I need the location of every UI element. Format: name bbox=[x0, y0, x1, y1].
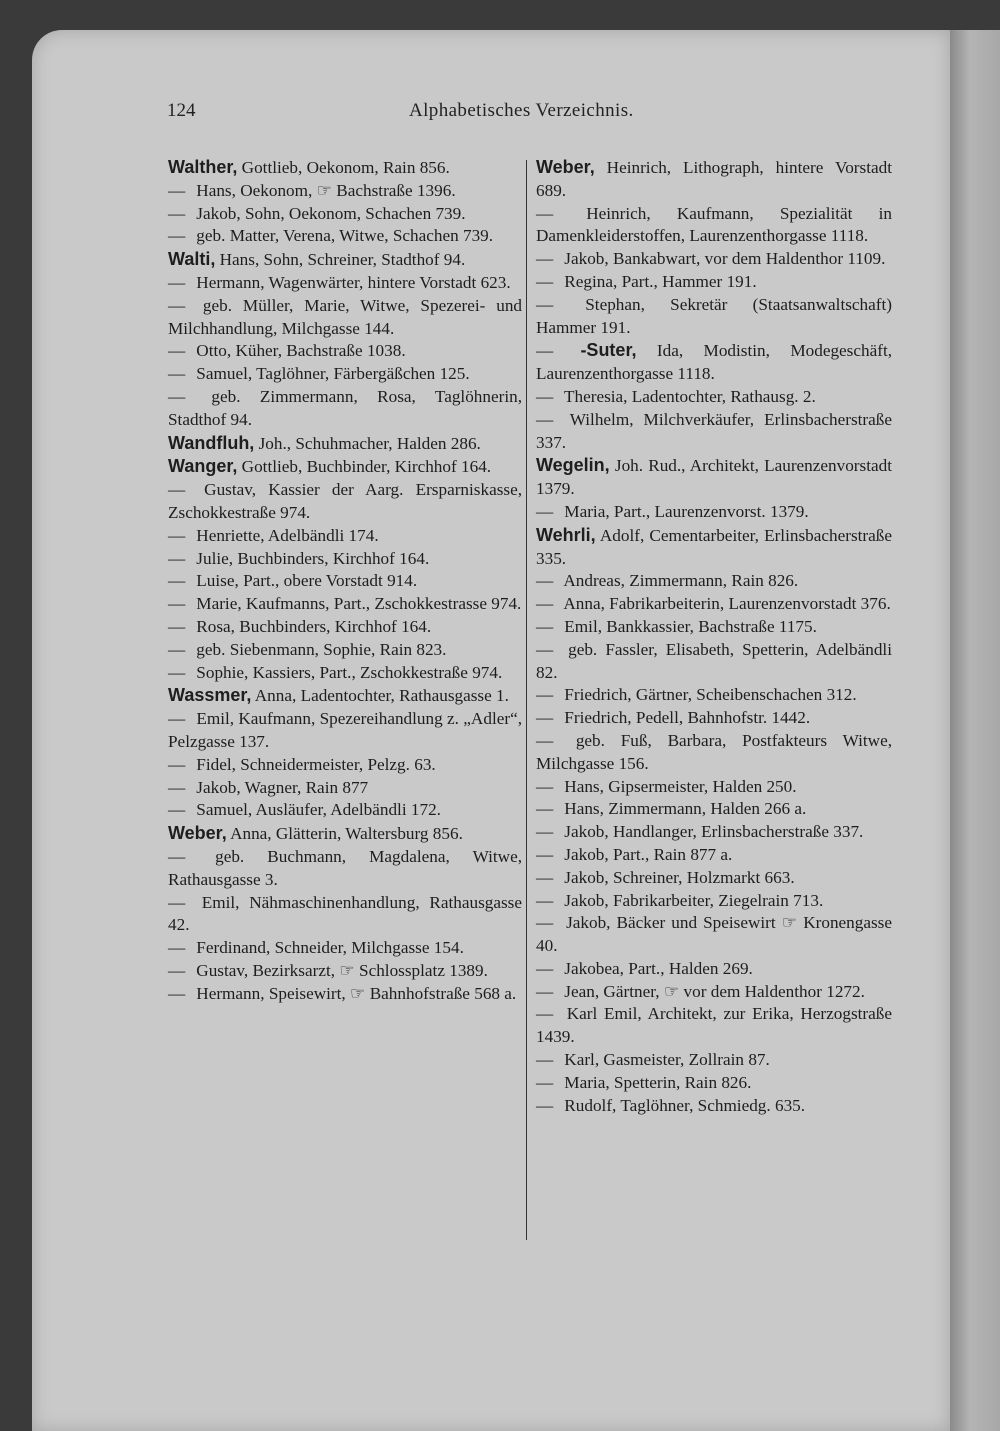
entry-text: geb. Buchmann, Magdalena, Witwe, Rathausgasse 3. bbox=[168, 846, 522, 889]
directory-entry bbox=[536, 1003, 892, 1049]
repeat-dash: — bbox=[168, 548, 186, 568]
entry-text: geb. Müller, Marie, Witwe, Spezerei- und Milchhandlung, Milchgasse 144. bbox=[168, 295, 523, 338]
entry-text: Sophie, Kassiers, Part., Zschokkestraße 974. bbox=[196, 662, 503, 682]
directory-entry bbox=[536, 639, 892, 685]
entry-text: Jakobea, Part., Halden 269. bbox=[564, 958, 753, 978]
entry-text: Gottlieb, Buchbinder, Kirchhof 164. bbox=[241, 457, 492, 477]
repeat-dash: — bbox=[168, 386, 186, 406]
repeat-dash: — bbox=[168, 800, 186, 820]
entry-text: Hans, Gipsermeister, Halden 250. bbox=[564, 776, 797, 796]
entry-text: Heinrich, Lithograph, hintere Vorstadt 689. bbox=[536, 158, 892, 200]
repeat-dash: — bbox=[536, 1072, 554, 1092]
entry-text: Hans, Zimmermann, Halden 266 a. bbox=[564, 799, 807, 819]
directory-entry bbox=[168, 340, 522, 363]
repeat-dash: — bbox=[536, 844, 554, 864]
entry-surname: Weber, bbox=[168, 823, 227, 844]
entry-text: Jakob, Handlanger, Erlinsbacherstraße 337. bbox=[564, 822, 864, 842]
entry-text: Jakob, Fabrikarbeiter, Ziegelrain 713. bbox=[564, 890, 824, 910]
repeat-dash: — bbox=[536, 776, 554, 796]
entry-text: Jakob, Bäcker und Speisewirt ☞ Kronengasse 40. bbox=[536, 913, 893, 956]
entry-text: Samuel, Ausläufer, Adelbändli 172. bbox=[196, 800, 441, 820]
directory-entry bbox=[168, 386, 522, 432]
entry-text: Anna, Ladentochter, Rathausgasse 1. bbox=[254, 686, 509, 706]
directory-entry bbox=[536, 501, 892, 524]
directory-entry bbox=[536, 570, 892, 593]
entry-text: Jakob, Part., Rain 877 a. bbox=[564, 844, 733, 864]
directory-entry bbox=[536, 524, 892, 571]
directory-entry bbox=[536, 1095, 892, 1118]
directory-entry bbox=[536, 386, 892, 409]
repeat-dash: — bbox=[536, 822, 554, 842]
repeat-dash: — bbox=[168, 341, 186, 361]
directory-entry bbox=[536, 730, 892, 776]
entry-text: Heinrich, Kaufmann, Spezialität in Damenkleiderstoffen, Laurenzenthorgasse 1118. bbox=[536, 203, 892, 246]
entry-text: Jakob, Sohn, Oekonom, Schachen 739. bbox=[196, 203, 466, 223]
repeat-dash: — bbox=[536, 409, 554, 429]
repeat-dash: — bbox=[168, 938, 186, 958]
directory-entry bbox=[168, 479, 522, 525]
repeat-dash: — bbox=[536, 386, 554, 406]
repeat-dash: — bbox=[536, 594, 554, 614]
directory-entry bbox=[168, 570, 522, 593]
entry-text: Friedrich, Pedell, Bahnhofstr. 1442. bbox=[564, 708, 811, 728]
directory-entry bbox=[168, 225, 522, 248]
directory-entry bbox=[168, 639, 522, 662]
entry-text: Emil, Bankkassier, Bachstraße 1175. bbox=[564, 616, 817, 636]
directory-entry bbox=[168, 892, 522, 938]
entry-text: Jakob, Wagner, Rain 877 bbox=[196, 777, 369, 797]
directory-entry bbox=[168, 156, 522, 180]
entry-text: geb. Siebenmann, Sophie, Rain 823. bbox=[196, 639, 447, 659]
repeat-dash: — bbox=[536, 958, 554, 978]
directory-entry bbox=[536, 821, 892, 844]
repeat-dash: — bbox=[536, 616, 554, 636]
repeat-dash: — bbox=[168, 709, 186, 729]
directory-entry bbox=[536, 454, 892, 501]
directory-entry bbox=[536, 156, 892, 203]
repeat-dash: — bbox=[168, 616, 186, 636]
entry-text: Anna, Fabrikarbeiterin, Laurenzenvorstadt 376. bbox=[563, 594, 891, 614]
directory-entry bbox=[536, 844, 892, 867]
repeat-dash: — bbox=[168, 594, 186, 614]
entry-text: Anna, Glätterin, Waltersburg 856. bbox=[230, 824, 463, 844]
directory-entry bbox=[168, 983, 522, 1006]
entry-text: Gottlieb, Oekonom, Rain 856. bbox=[241, 158, 450, 177]
entry-text: Andreas, Zimmermann, Rain 826. bbox=[563, 571, 799, 591]
repeat-dash: — bbox=[536, 730, 554, 750]
directory-entry bbox=[536, 616, 892, 639]
directory-entry bbox=[168, 754, 522, 777]
repeat-dash: — bbox=[168, 777, 186, 797]
running-title: Alphabetisches Verzeichnis. bbox=[409, 100, 634, 121]
entry-text: Samuel, Taglöhner, Färbergäßchen 125. bbox=[196, 364, 470, 384]
repeat-dash: — bbox=[536, 1095, 554, 1115]
entry-text: geb. Matter, Verena, Witwe, Schachen 739. bbox=[196, 226, 494, 246]
repeat-dash: — bbox=[168, 571, 186, 591]
column-divider bbox=[526, 160, 527, 1240]
directory-entry bbox=[536, 271, 892, 294]
directory-entry bbox=[168, 616, 522, 639]
entry-text: Julie, Buchbinders, Kirchhof 164. bbox=[196, 548, 430, 568]
entry-text: Hans, Oekonom, ☞ Bachstraße 1396. bbox=[196, 180, 456, 200]
repeat-dash: — bbox=[536, 799, 554, 819]
directory-entry bbox=[536, 867, 892, 890]
entry-surname: Wehrli, bbox=[536, 524, 596, 545]
entry-text: Henriette, Adelbändli 174. bbox=[196, 525, 379, 545]
repeat-dash: — bbox=[168, 203, 186, 223]
directory-entry bbox=[536, 890, 892, 913]
entry-text: Fidel, Schneidermeister, Pelzg. 63. bbox=[196, 754, 436, 774]
directory-entry bbox=[168, 295, 522, 341]
entry-text: Regina, Part., Hammer 191. bbox=[564, 271, 757, 291]
entry-text: Marie, Kaufmanns, Part., Zschokkestrasse 974. bbox=[196, 594, 522, 614]
repeat-dash: — bbox=[536, 203, 554, 223]
entry-surname: Wandfluh, bbox=[168, 432, 255, 453]
entry-surname: Wanger, bbox=[168, 456, 238, 477]
repeat-dash: — bbox=[536, 639, 554, 659]
entry-text: Karl, Gasmeister, Zollrain 87. bbox=[564, 1050, 770, 1070]
entry-surname: -Suter, bbox=[580, 340, 637, 361]
directory-entry bbox=[168, 525, 522, 548]
entry-text: Ferdinand, Schneider, Milchgasse 154. bbox=[196, 938, 464, 958]
entry-text: Jakob, Bankabwart, vor dem Haldenthor 1109. bbox=[564, 249, 886, 269]
right-column bbox=[536, 156, 892, 1117]
directory-entry bbox=[168, 203, 522, 226]
repeat-dash: — bbox=[536, 685, 554, 705]
repeat-dash: — bbox=[536, 867, 554, 887]
entry-text: Adolf, Cementarbeiter, Erlinsbacherstraße 335. bbox=[536, 525, 892, 568]
repeat-dash: — bbox=[536, 1050, 554, 1070]
directory-entry bbox=[536, 707, 892, 730]
entry-surname: Wassmer, bbox=[168, 685, 252, 706]
entry-text: Rosa, Buchbinders, Kirchhof 164. bbox=[196, 616, 432, 636]
directory-entry bbox=[536, 409, 892, 455]
repeat-dash: — bbox=[536, 341, 554, 361]
entry-text: Emil, Kaufmann, Spezereihandlung z. „Adler“, Pelzgasse 137. bbox=[168, 709, 522, 751]
directory-entry bbox=[168, 960, 522, 983]
directory-entry bbox=[168, 708, 522, 754]
entry-text: Stephan, Sekretär (Staatsanwaltschaft) Hammer 191. bbox=[536, 294, 892, 337]
entry-text: Luise, Part., obere Vorstadt 914. bbox=[196, 571, 418, 591]
repeat-dash: — bbox=[536, 571, 554, 591]
entry-surname: Walther, bbox=[168, 157, 238, 177]
entry-text: Hermann, Speisewirt, ☞ Bahnhofstraße 568 a. bbox=[196, 983, 517, 1003]
repeat-dash: — bbox=[168, 662, 186, 682]
directory-entry bbox=[536, 958, 892, 981]
directory-entry bbox=[536, 1049, 892, 1072]
entry-surname: Wegelin, bbox=[536, 455, 610, 476]
entry-text: geb. Zimmermann, Rosa, Taglöhnerin, Stadthof 94. bbox=[168, 386, 523, 429]
repeat-dash: — bbox=[168, 960, 186, 980]
directory-entry bbox=[536, 798, 892, 821]
entry-text: Gustav, Kassier der Aarg. Ersparniskasse, Zschokkestraße 974. bbox=[168, 480, 523, 522]
repeat-dash: — bbox=[168, 846, 186, 866]
directory-entry bbox=[536, 776, 892, 799]
repeat-dash: — bbox=[536, 294, 554, 314]
directory-entry bbox=[536, 294, 892, 340]
directory-entry bbox=[168, 272, 522, 295]
directory-entry bbox=[168, 363, 522, 386]
directory-entry bbox=[536, 593, 892, 616]
entry-text: Jean, Gärtner, ☞ vor dem Haldenthor 1272. bbox=[564, 981, 865, 1001]
directory-entry bbox=[168, 455, 522, 479]
repeat-dash: — bbox=[168, 180, 186, 200]
page-header bbox=[167, 100, 889, 130]
entry-text: Emil, Nähmaschinenhandlung, Rathausgasse 42. bbox=[168, 892, 523, 935]
repeat-dash: — bbox=[168, 295, 186, 315]
entry-text: geb. Fuß, Barbara, Postfakteurs Witwe, Milchgasse 156. bbox=[536, 730, 892, 773]
directory-entry bbox=[168, 777, 522, 800]
directory-entry bbox=[168, 822, 522, 846]
repeat-dash: — bbox=[168, 525, 186, 545]
directory-entry bbox=[536, 339, 892, 386]
entry-text: Joh., Schuhmacher, Halden 286. bbox=[258, 433, 481, 453]
entry-text: Jakob, Schreiner, Holzmarkt 663. bbox=[564, 867, 795, 887]
repeat-dash: — bbox=[168, 364, 186, 384]
entry-text: Wilhelm, Milchverkäufer, Erlinsbacherstraße 337. bbox=[536, 409, 892, 452]
directory-entry bbox=[168, 593, 522, 616]
directory-entry bbox=[536, 1072, 892, 1095]
repeat-dash: — bbox=[536, 249, 554, 269]
entry-text: Hermann, Wagenwärter, hintere Vorstadt 623. bbox=[196, 272, 511, 292]
repeat-dash: — bbox=[536, 913, 554, 933]
repeat-dash: — bbox=[536, 890, 554, 910]
directory-entry bbox=[168, 180, 522, 203]
directory-entry bbox=[168, 799, 522, 822]
entry-text: Otto, Küher, Bachstraße 1038. bbox=[196, 341, 406, 361]
left-column bbox=[168, 156, 522, 1005]
adjacent-page-edge bbox=[950, 30, 1000, 1431]
entry-text: Ida, Modistin, Modegeschäft, Laurenzenthorgasse 1118. bbox=[536, 341, 893, 384]
repeat-dash: — bbox=[536, 1004, 554, 1024]
entry-text: Karl Emil, Architekt, zur Erika, Herzogstraße 1439. bbox=[536, 1004, 892, 1047]
repeat-dash: — bbox=[168, 754, 186, 774]
directory-entry bbox=[536, 912, 892, 958]
directory-entry bbox=[168, 432, 522, 456]
directory-entry bbox=[168, 662, 522, 685]
directory-entry bbox=[536, 684, 892, 707]
repeat-dash: — bbox=[168, 480, 186, 500]
repeat-dash: — bbox=[168, 639, 186, 659]
entry-text: Joh. Rud., Architekt, Laurenzenvorstadt 1379. bbox=[536, 456, 892, 499]
entry-surname: Walti, bbox=[168, 249, 216, 270]
entry-text: Rudolf, Taglöhner, Schmiedg. 635. bbox=[564, 1095, 806, 1115]
entry-text: geb. Fassler, Elisabeth, Spetterin, Adelbändli 82. bbox=[536, 639, 892, 682]
entry-text: Gustav, Bezirksarzt, ☞ Schlossplatz 1389. bbox=[196, 960, 488, 980]
directory-entry bbox=[168, 684, 522, 708]
repeat-dash: — bbox=[536, 708, 554, 728]
page-number: 124 bbox=[167, 100, 196, 121]
entry-surname: Weber, bbox=[536, 157, 595, 177]
entry-text: Theresia, Ladentochter, Rathausg. 2. bbox=[564, 386, 816, 406]
repeat-dash: — bbox=[168, 983, 186, 1003]
directory-entry bbox=[168, 248, 522, 272]
entry-text: Friedrich, Gärtner, Scheibenschachen 312. bbox=[564, 685, 857, 705]
directory-entry bbox=[536, 203, 892, 249]
directory-entry bbox=[536, 248, 892, 271]
repeat-dash: — bbox=[168, 226, 186, 246]
repeat-dash: — bbox=[168, 892, 186, 912]
repeat-dash: — bbox=[536, 501, 554, 521]
directory-entry bbox=[168, 548, 522, 571]
entry-text: Maria, Part., Laurenzenvorst. 1379. bbox=[564, 501, 809, 521]
repeat-dash: — bbox=[536, 271, 554, 291]
entry-text: Hans, Sohn, Schreiner, Stadthof 94. bbox=[219, 250, 466, 270]
directory-entry bbox=[168, 937, 522, 960]
repeat-dash: — bbox=[536, 981, 554, 1001]
entry-text: Maria, Spetterin, Rain 826. bbox=[564, 1072, 752, 1092]
repeat-dash: — bbox=[168, 272, 186, 292]
directory-entry bbox=[536, 981, 892, 1004]
directory-entry bbox=[168, 846, 522, 892]
